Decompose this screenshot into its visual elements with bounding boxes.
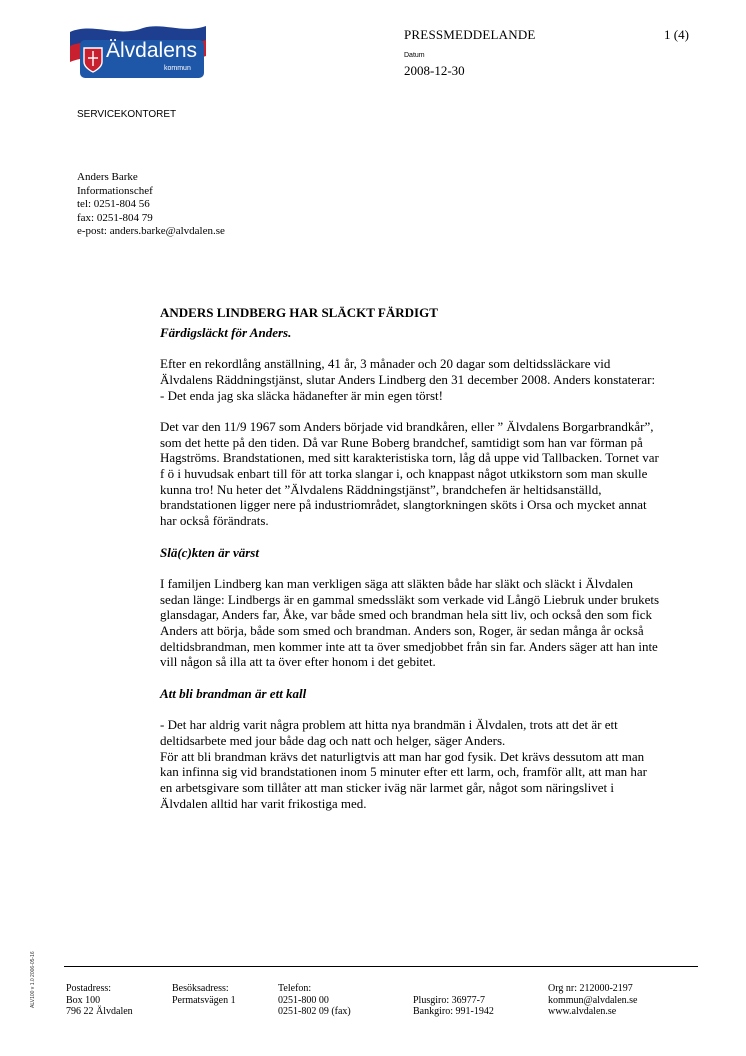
contact-email: e-post: anders.barke@alvdalen.se — [77, 225, 225, 237]
municipality-logo — [68, 22, 208, 84]
footer-value: Plusgiro: 36977-7 — [413, 994, 485, 1006]
footer-website: www.alvdalen.se — [548, 1006, 617, 1017]
footer-value: 0251-800 00 — [278, 994, 329, 1006]
department: SERVICEKONTORET — [77, 109, 177, 120]
paragraph-quote: - Det enda jag ska släcka hädanefter är min egen törst! — [160, 387, 443, 403]
footer-org — [548, 983, 637, 1018]
footer-label: Besöksadress: — [172, 983, 229, 994]
footer-postal-address — [66, 983, 133, 1018]
contact-title: Informationschef — [77, 184, 153, 197]
footer-label: Postadress: — [66, 983, 111, 994]
article-body — [160, 305, 660, 811]
footer-value: Box 100 — [66, 994, 101, 1006]
date-label: Datum — [404, 52, 425, 59]
paragraph-recruitment: - Det har aldrig varit några problem att hitta nya brandmän i Älvdalen, trots att det är ett deltidsarbete med jour både dag och natt och helger, säger Anders. — [160, 717, 618, 748]
footer-phone — [278, 983, 351, 1018]
paragraph-intro: Efter en rekordlång anställning, 41 år, 3 månader och 20 dagar som deltidssläckare vid Älvdalens Räddningstjänst, slutar Anders Lindberg den 31 december 2008. Anders konstaterar: — [160, 356, 656, 387]
footer-value: Permatsvägen 1 — [172, 994, 236, 1006]
footer-value: 0251-802 09 (fax) — [278, 1006, 351, 1017]
contact-phone: tel: 0251-804 56 — [77, 198, 150, 210]
logo-wordmark: Älvdalens — [106, 39, 198, 62]
logo-subtext: kommun — [164, 65, 191, 72]
document-date: 2008-12-30 — [404, 63, 465, 78]
document-type: PRESSMEDDELANDE — [404, 27, 536, 42]
footer-value: 796 22 Älvdalen — [66, 1006, 133, 1017]
paragraph-requirements: För att bli brandman krävs det naturligtvis att man har god fysik. Det krävs dessutom att man kan infinna sig vid brandstationen inom 5 minuter efter ett larm, och, framför allt, att man har en arbetsgivare som tillåter att man sticker iväg när larmet går, något som näringslivet i Älvdalen alltid har varit frikostiga med. — [160, 748, 647, 811]
footer-visit-address — [172, 983, 236, 1006]
paragraph-history: Det var den 11/9 1967 som Anders började vid brandkåren, eller ” Älvdalens Borgarbrandkår”, som det hette på den tiden. Då var Rune Boberg brandchef, samtidigt som han var förman på Hagströms. Brandstationen, med sitt karakteristiska torn, låg då uppe vid Tallbacken. Tornet var f ö i huvudsak enbart till för att torka slangar i, och knappast något utkikstorn som man skulle kunna tro! Nu heter det ”Älvdalens Räddningstjänst”, brandchefen är heltidsanställd, brandstationen ligger nere på industriområdet, slangtorkningen sköts i Orsa och mycket annat har också förändrats. — [160, 418, 659, 529]
footer-divider — [64, 966, 698, 967]
section-heading-calling: Att bli brandman är ett kall — [160, 685, 307, 701]
article-subheadline: Färdigsläckt för Anders. — [160, 324, 292, 340]
contact-name: Anders Barke — [77, 171, 138, 183]
footer-value: Bankgiro: 991-1942 — [413, 1006, 494, 1017]
footer-label: Telefon: — [278, 983, 312, 994]
form-version-code: ALV100 v 1.0 2006-05-16 — [30, 951, 36, 1008]
paragraph-family: I familjen Lindberg kan man verkligen säga att släkten både har släkt och släckt i Älvdalen sedan länge: Lindbergs är en gammal smedssläkt som verkade vid Långö Liebruk under brukets glansdagar, Anders far, Åke, var både smed och brandman hela sitt liv, och också den som fick Anders att börja, både som smed och brandman. Anders son, Roger, är sedan många år också deltidsbrandman, men kommer inte att ta över smedjobbet från sin far. Anders säger att han inte vill någon så illa att ta över efter honom i det gebitet. — [160, 575, 660, 670]
page-number: 1 (4) — [664, 27, 689, 42]
footer-giro — [413, 995, 494, 1018]
contact-block — [77, 171, 225, 239]
footer-email: kommun@alvdalen.se — [548, 994, 638, 1006]
contact-fax: fax: 0251-804 79 — [77, 211, 153, 224]
section-heading-family: Slä(c)kten är värst — [160, 544, 259, 560]
article-headline: ANDERS LINDBERG HAR SLÄCKT FÄRDIGT — [160, 305, 438, 320]
footer-value: Org nr: 212000-2197 — [548, 983, 633, 994]
